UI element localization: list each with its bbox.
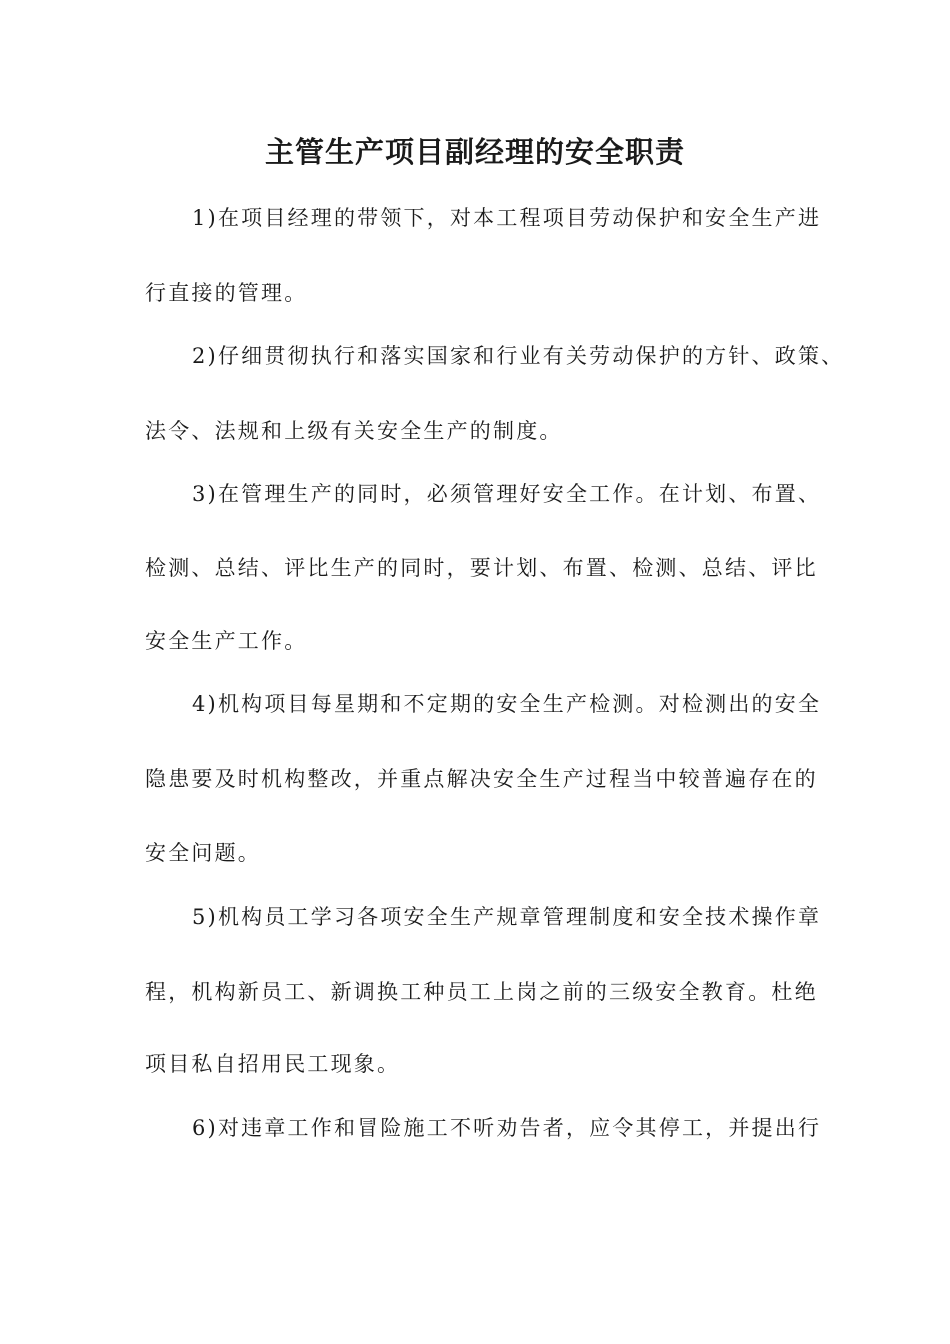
paragraph-4-line-2: 隐患要及时机构整改，并重点解决安全生产过程当中较普遍存在的: [145, 767, 818, 791]
document-title: 主管生产项目副经理的安全职责: [264, 135, 685, 169]
paragraph-3-line-3: 安全生产工作。: [145, 629, 308, 653]
paragraph-4-line-1: 4)机构项目每星期和不定期的安全生产检测。对检测出的安全: [192, 692, 822, 716]
paragraph-5-line-1: 5)机构员工学习各项安全生产规章管理制度和安全技术操作章: [192, 905, 822, 929]
paragraph-6-line-1: 6)对违章工作和冒险施工不听劝告者，应令其停工，并提出行: [192, 1116, 822, 1140]
paragraph-3-line-1: 3)在管理生产的同时，必须管理好安全工作。在计划、布置、: [192, 482, 822, 506]
paragraph-2-line-2: 法令、法规和上级有关安全生产的制度。: [145, 419, 563, 443]
paragraph-1-line-2: 行直接的管理。: [145, 281, 308, 305]
paragraph-5-line-3: 项目私自招用民工现象。: [145, 1052, 401, 1076]
paragraph-2-line-1: 2)仔细贯彻执行和落实国家和行业有关劳动保护的方针、政策、: [192, 344, 845, 368]
paragraph-5-line-2: 程，机构新员工、新调换工种员工上岗之前的三级安全教育。杜绝: [145, 980, 818, 1004]
paragraph-4-line-3: 安全问题。: [145, 841, 261, 865]
paragraph-3-line-2: 检测、总结、评比生产的同时，要计划、布置、检测、总结、评比: [145, 556, 818, 580]
paragraph-1-line-1: 1)在项目经理的带领下，对本工程项目劳动保护和安全生产进: [192, 206, 822, 230]
